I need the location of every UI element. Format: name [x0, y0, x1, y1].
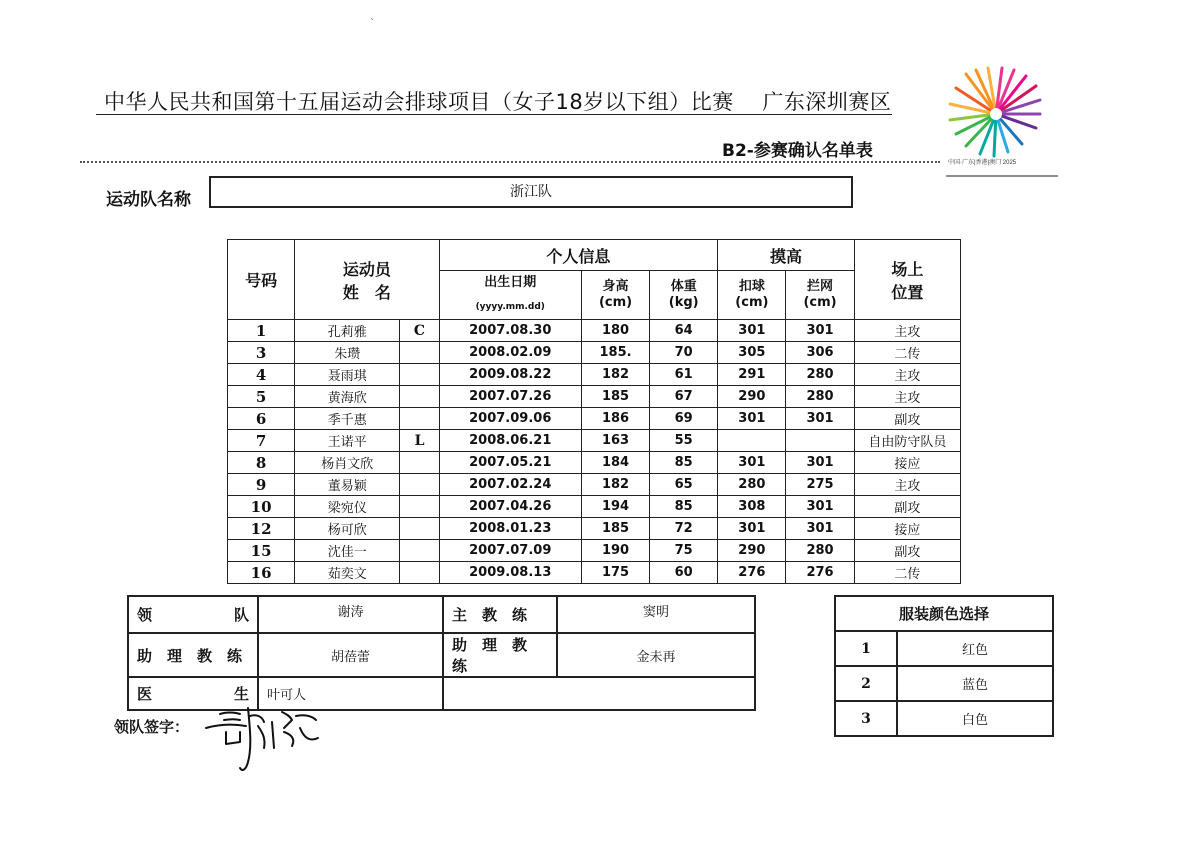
roster-row — [228, 496, 961, 518]
logo-burst-icon — [950, 68, 1040, 156]
player-block-reach: 280 — [786, 364, 854, 386]
player-height: 186 — [581, 408, 649, 430]
title-underline — [96, 114, 892, 115]
player-weight: 69 — [650, 408, 718, 430]
roster-row — [228, 518, 961, 540]
height-header — [581, 271, 649, 320]
player-role: C — [400, 320, 439, 342]
doctor-label-a: 医 — [137, 685, 153, 703]
player-birthdate: 2007.08.30 — [439, 320, 581, 342]
assistant-coach-value: 胡蓓蕾 — [258, 633, 443, 677]
roster-row — [228, 386, 961, 408]
height-unit: (cm) — [598, 295, 633, 310]
player-block-reach: 306 — [786, 342, 854, 364]
leader-label-a: 领 — [137, 606, 153, 624]
player-name: 王诺平 — [295, 430, 400, 452]
player-number: 1 — [228, 320, 295, 342]
player-height: 182 — [581, 474, 649, 496]
roster-row — [228, 562, 961, 584]
player-spike-reach — [718, 430, 786, 452]
weight-header — [650, 271, 718, 320]
player-position: 二传 — [854, 342, 960, 364]
assistant-coach2-label: 助 理 教 练 — [443, 633, 557, 677]
roster-row — [228, 452, 961, 474]
leader-label — [128, 596, 258, 633]
player-name: 沈佳一 — [295, 540, 400, 562]
player-spike-reach: 290 — [718, 540, 786, 562]
player-birthdate: 2009.08.22 — [439, 364, 581, 386]
player-name: 朱瓒 — [295, 342, 400, 364]
spike-header-label: 扣球 — [738, 279, 765, 294]
weight-header-label: 体重 — [670, 279, 697, 294]
player-role — [400, 562, 439, 584]
player-weight: 67 — [650, 386, 718, 408]
player-number: 3 — [228, 342, 295, 364]
head-coach-value: 窦明 — [557, 596, 755, 633]
player-block-reach: 275 — [786, 474, 854, 496]
player-name: 孔莉雅 — [295, 320, 400, 342]
player-weight: 85 — [650, 496, 718, 518]
player-number: 5 — [228, 386, 295, 408]
player-weight: 61 — [650, 364, 718, 386]
player-spike-reach: 291 — [718, 364, 786, 386]
player-weight: 75 — [650, 540, 718, 562]
assistant-coach-label: 助 理 教 练 — [128, 633, 258, 677]
staff-table — [127, 595, 756, 711]
position-header-line1: 场上 — [891, 259, 924, 279]
player-height: 185 — [581, 518, 649, 540]
birth-format: (yyyy.mm.dd) — [475, 302, 545, 312]
player-birthdate: 2007.04.26 — [439, 496, 581, 518]
player-block-reach: 276 — [786, 562, 854, 584]
player-spike-reach: 276 — [718, 562, 786, 584]
player-birthdate: 2007.05.21 — [439, 452, 581, 474]
uniform-option-number: 1 — [835, 631, 897, 666]
player-number: 10 — [228, 496, 295, 518]
player-name: 董易颖 — [295, 474, 400, 496]
player-block-reach: 280 — [786, 540, 854, 562]
player-birthdate: 2008.02.09 — [439, 342, 581, 364]
player-spike-reach: 280 — [718, 474, 786, 496]
player-weight: 60 — [650, 562, 718, 584]
player-position: 二传 — [854, 562, 960, 584]
player-number: 12 — [228, 518, 295, 540]
player-block-reach: 301 — [786, 408, 854, 430]
player-header-line2: 姓 名 — [342, 282, 391, 302]
roster-row — [228, 540, 961, 562]
player-role — [400, 496, 439, 518]
player-name: 梁宛仪 — [295, 496, 400, 518]
player-birthdate: 2008.06.21 — [439, 430, 581, 452]
player-role — [400, 364, 439, 386]
player-position: 主攻 — [854, 320, 960, 342]
staff-empty-cell — [443, 677, 755, 710]
uniform-option-number: 2 — [835, 666, 897, 701]
player-spike-reach: 301 — [718, 452, 786, 474]
uniform-color-table — [834, 595, 1054, 737]
dotted-divider — [80, 161, 940, 163]
player-spike-reach: 301 — [718, 408, 786, 430]
player-header-line1: 运动员 — [342, 259, 391, 279]
player-birthdate: 2009.08.13 — [439, 562, 581, 584]
player-position: 副攻 — [854, 540, 960, 562]
uniform-option-number: 3 — [835, 701, 897, 736]
roster-table — [227, 239, 961, 584]
player-role — [400, 540, 439, 562]
player-position: 副攻 — [854, 496, 960, 518]
player-block-reach: 301 — [786, 518, 854, 540]
player-name: 杨肖文欣 — [295, 452, 400, 474]
player-height: 185. — [581, 342, 649, 364]
player-name: 季千惠 — [295, 408, 400, 430]
roster-row — [228, 474, 961, 496]
roster-row — [228, 408, 961, 430]
document-title: 中华人民共和国第十五届运动会排球项目（女子18岁以下组）比赛 广东深圳赛区 — [104, 90, 892, 114]
player-header — [295, 240, 439, 320]
player-name: 茹奕文 — [295, 562, 400, 584]
player-position: 主攻 — [854, 386, 960, 408]
player-number: 7 — [228, 430, 295, 452]
position-header — [854, 240, 960, 320]
number-header: 号码 — [228, 240, 295, 320]
player-position: 接应 — [854, 518, 960, 540]
player-block-reach: 280 — [786, 386, 854, 408]
player-height: 180 — [581, 320, 649, 342]
player-spike-reach: 308 — [718, 496, 786, 518]
uniform-color-row — [835, 666, 1053, 701]
player-number: 9 — [228, 474, 295, 496]
spike-unit: (cm) — [735, 295, 769, 310]
games-logo — [946, 62, 1058, 178]
player-block-reach — [786, 430, 854, 452]
spike-header — [718, 271, 786, 320]
player-height: 163 — [581, 430, 649, 452]
player-name: 黄海欣 — [295, 386, 400, 408]
uniform-color-row — [835, 631, 1053, 666]
player-weight: 72 — [650, 518, 718, 540]
doctor-value: 叶可人 — [258, 677, 443, 710]
personal-info-header: 个人信息 — [439, 240, 718, 271]
height-header-label: 身高 — [602, 279, 629, 294]
player-position: 自由防守队员 — [854, 430, 960, 452]
team-name-label: 运动队名称 — [106, 190, 191, 210]
player-role — [400, 342, 439, 364]
roster-row — [228, 320, 961, 342]
player-block-reach: 301 — [786, 320, 854, 342]
player-role — [400, 518, 439, 540]
player-birthdate: 2008.01.23 — [439, 518, 581, 540]
player-position: 接应 — [854, 452, 960, 474]
uniform-option-color: 白色 — [897, 701, 1053, 736]
player-block-reach: 301 — [786, 452, 854, 474]
player-weight: 70 — [650, 342, 718, 364]
uniform-option-color: 红色 — [897, 631, 1053, 666]
player-spike-reach: 305 — [718, 342, 786, 364]
leader-label-b: 队 — [233, 606, 249, 624]
player-spike-reach: 290 — [718, 386, 786, 408]
form-subtitle: B2-参赛确认名单表 — [722, 141, 873, 161]
roster-body — [228, 320, 961, 584]
player-role — [400, 452, 439, 474]
leader-value: 谢涛 — [258, 596, 443, 633]
birth-header — [439, 271, 581, 320]
player-height: 175 — [581, 562, 649, 584]
block-header — [786, 271, 854, 320]
player-height: 190 — [581, 540, 649, 562]
uniform-option-color: 蓝色 — [897, 666, 1053, 701]
roster-row — [228, 430, 961, 452]
player-name: 聂雨琪 — [295, 364, 400, 386]
doctor-label-b: 生 — [233, 685, 249, 703]
handwritten-signature — [200, 698, 330, 776]
logo-caption: 中国·广东|香港|澳门 2025 — [948, 160, 1017, 166]
player-position: 主攻 — [854, 364, 960, 386]
player-number: 6 — [228, 408, 295, 430]
player-birthdate: 2007.02.24 — [439, 474, 581, 496]
player-role: L — [400, 430, 439, 452]
player-spike-reach: 301 — [718, 320, 786, 342]
birth-header-label: 出生日期 — [484, 275, 537, 290]
weight-unit: (kg) — [668, 295, 699, 310]
player-birthdate: 2007.09.06 — [439, 408, 581, 430]
player-height: 194 — [581, 496, 649, 518]
uniform-color-header: 服装颜色选择 — [835, 596, 1053, 631]
player-number: 8 — [228, 452, 295, 474]
player-number: 4 — [228, 364, 295, 386]
player-weight: 55 — [650, 430, 718, 452]
player-spike-reach: 301 — [718, 518, 786, 540]
player-role — [400, 474, 439, 496]
player-birthdate: 2007.07.09 — [439, 540, 581, 562]
player-weight: 85 — [650, 452, 718, 474]
roster-row — [228, 364, 961, 386]
uniform-color-body — [835, 631, 1053, 736]
player-name: 杨可欣 — [295, 518, 400, 540]
reach-header: 摸高 — [718, 240, 854, 271]
assistant-coach2-value: 金未再 — [557, 633, 755, 677]
player-role — [400, 408, 439, 430]
player-position: 主攻 — [854, 474, 960, 496]
block-header-label: 拦网 — [807, 279, 834, 294]
stray-mark: ` — [370, 18, 375, 29]
player-weight: 65 — [650, 474, 718, 496]
leader-signature-label: 领队签字： — [114, 718, 190, 736]
team-name-field: 浙江队 — [209, 176, 853, 208]
head-coach-label: 主 教 练 — [443, 596, 557, 633]
player-number: 15 — [228, 540, 295, 562]
player-block-reach: 301 — [786, 496, 854, 518]
player-number: 16 — [228, 562, 295, 584]
roster-row — [228, 342, 961, 364]
block-unit: (cm) — [803, 295, 837, 310]
player-height: 182 — [581, 364, 649, 386]
player-role — [400, 386, 439, 408]
player-height: 185 — [581, 386, 649, 408]
player-position: 副攻 — [854, 408, 960, 430]
player-weight: 64 — [650, 320, 718, 342]
position-header-line2: 位置 — [891, 282, 924, 302]
player-height: 184 — [581, 452, 649, 474]
uniform-color-row — [835, 701, 1053, 736]
player-birthdate: 2007.07.26 — [439, 386, 581, 408]
